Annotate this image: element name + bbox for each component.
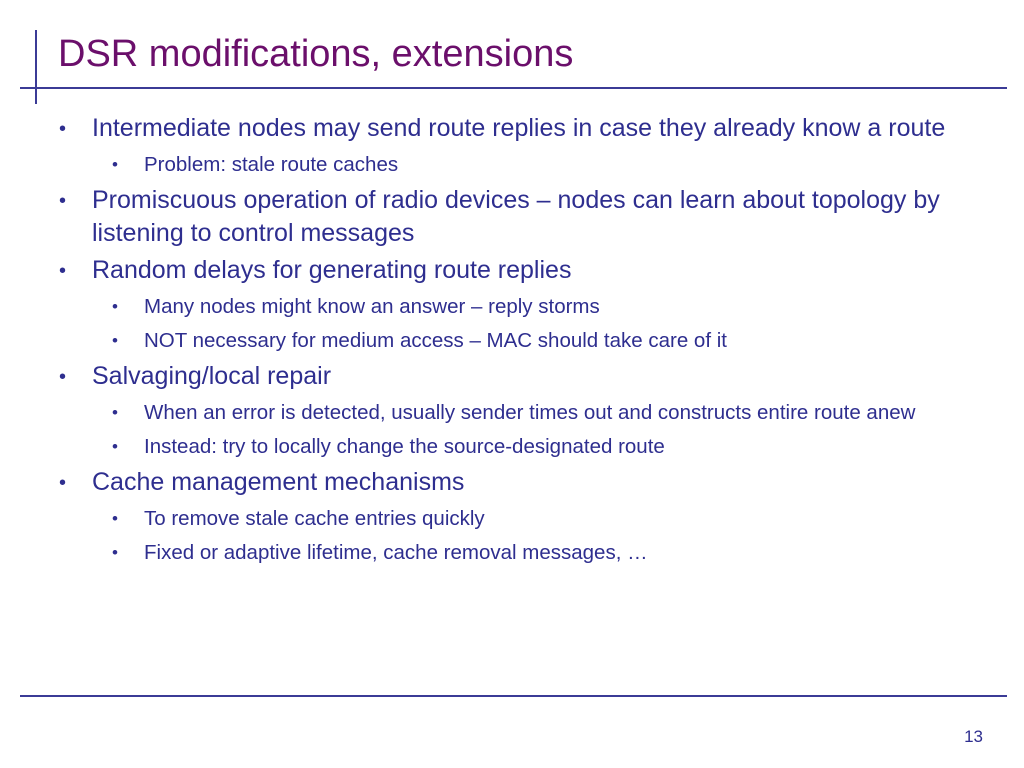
list-item — [58, 254, 998, 288]
list-item-text: Salvaging/local repair — [92, 362, 332, 390]
list-item — [112, 326, 998, 356]
bullet-icon: • — [59, 190, 67, 212]
bullet-icon: • — [112, 155, 118, 174]
bullet-icon: • — [59, 118, 67, 140]
bullet-icon: • — [112, 403, 118, 422]
list-item — [58, 112, 998, 146]
list-item — [112, 538, 998, 568]
bullet-icon: • — [59, 472, 67, 494]
list-item — [58, 184, 998, 250]
title-vertical-rule — [35, 30, 37, 104]
list-item-text: Fixed or adaptive lifetime, cache removal messages, … — [144, 541, 648, 564]
bullet-list — [58, 108, 998, 568]
list-item-text: Random delays for generating route replies — [92, 256, 572, 284]
list-item-text: When an error is detected, usually sender times out and constructs entire route anew — [144, 401, 916, 424]
list-item-text: Promiscuous operation of radio devices – nodes can learn about topology by listening to control messages — [92, 186, 940, 247]
list-item — [58, 466, 998, 500]
bullet-icon: • — [112, 331, 118, 350]
page-number: 13 — [964, 727, 983, 746]
list-item-text: Intermediate nodes may send route replies in case they already know a route — [92, 114, 946, 142]
list-item — [58, 360, 998, 394]
list-item — [112, 432, 998, 462]
list-item — [112, 292, 998, 322]
list-item-text: Cache management mechanisms — [92, 468, 465, 496]
bullet-icon: • — [112, 543, 118, 562]
list-item — [112, 504, 998, 534]
title-horizontal-rule — [20, 87, 1007, 89]
bullet-icon: • — [112, 437, 118, 456]
slide-title: DSR modifications, extensions — [58, 33, 574, 75]
bullet-icon: • — [112, 297, 118, 316]
bullet-icon: • — [59, 260, 67, 282]
list-item-text: Many nodes might know an answer – reply storms — [144, 295, 600, 318]
list-item — [112, 398, 998, 428]
footer-horizontal-rule — [20, 695, 1007, 697]
list-item-text: Instead: try to locally change the source-designated route — [144, 435, 665, 458]
list-item-text: To remove stale cache entries quickly — [144, 507, 485, 530]
list-item-text: Problem: stale route caches — [144, 153, 399, 176]
bullet-icon: • — [112, 509, 118, 528]
bullet-icon: • — [59, 366, 67, 388]
list-item — [112, 150, 998, 180]
list-item-text: NOT necessary for medium access – MAC should take care of it — [144, 329, 727, 352]
